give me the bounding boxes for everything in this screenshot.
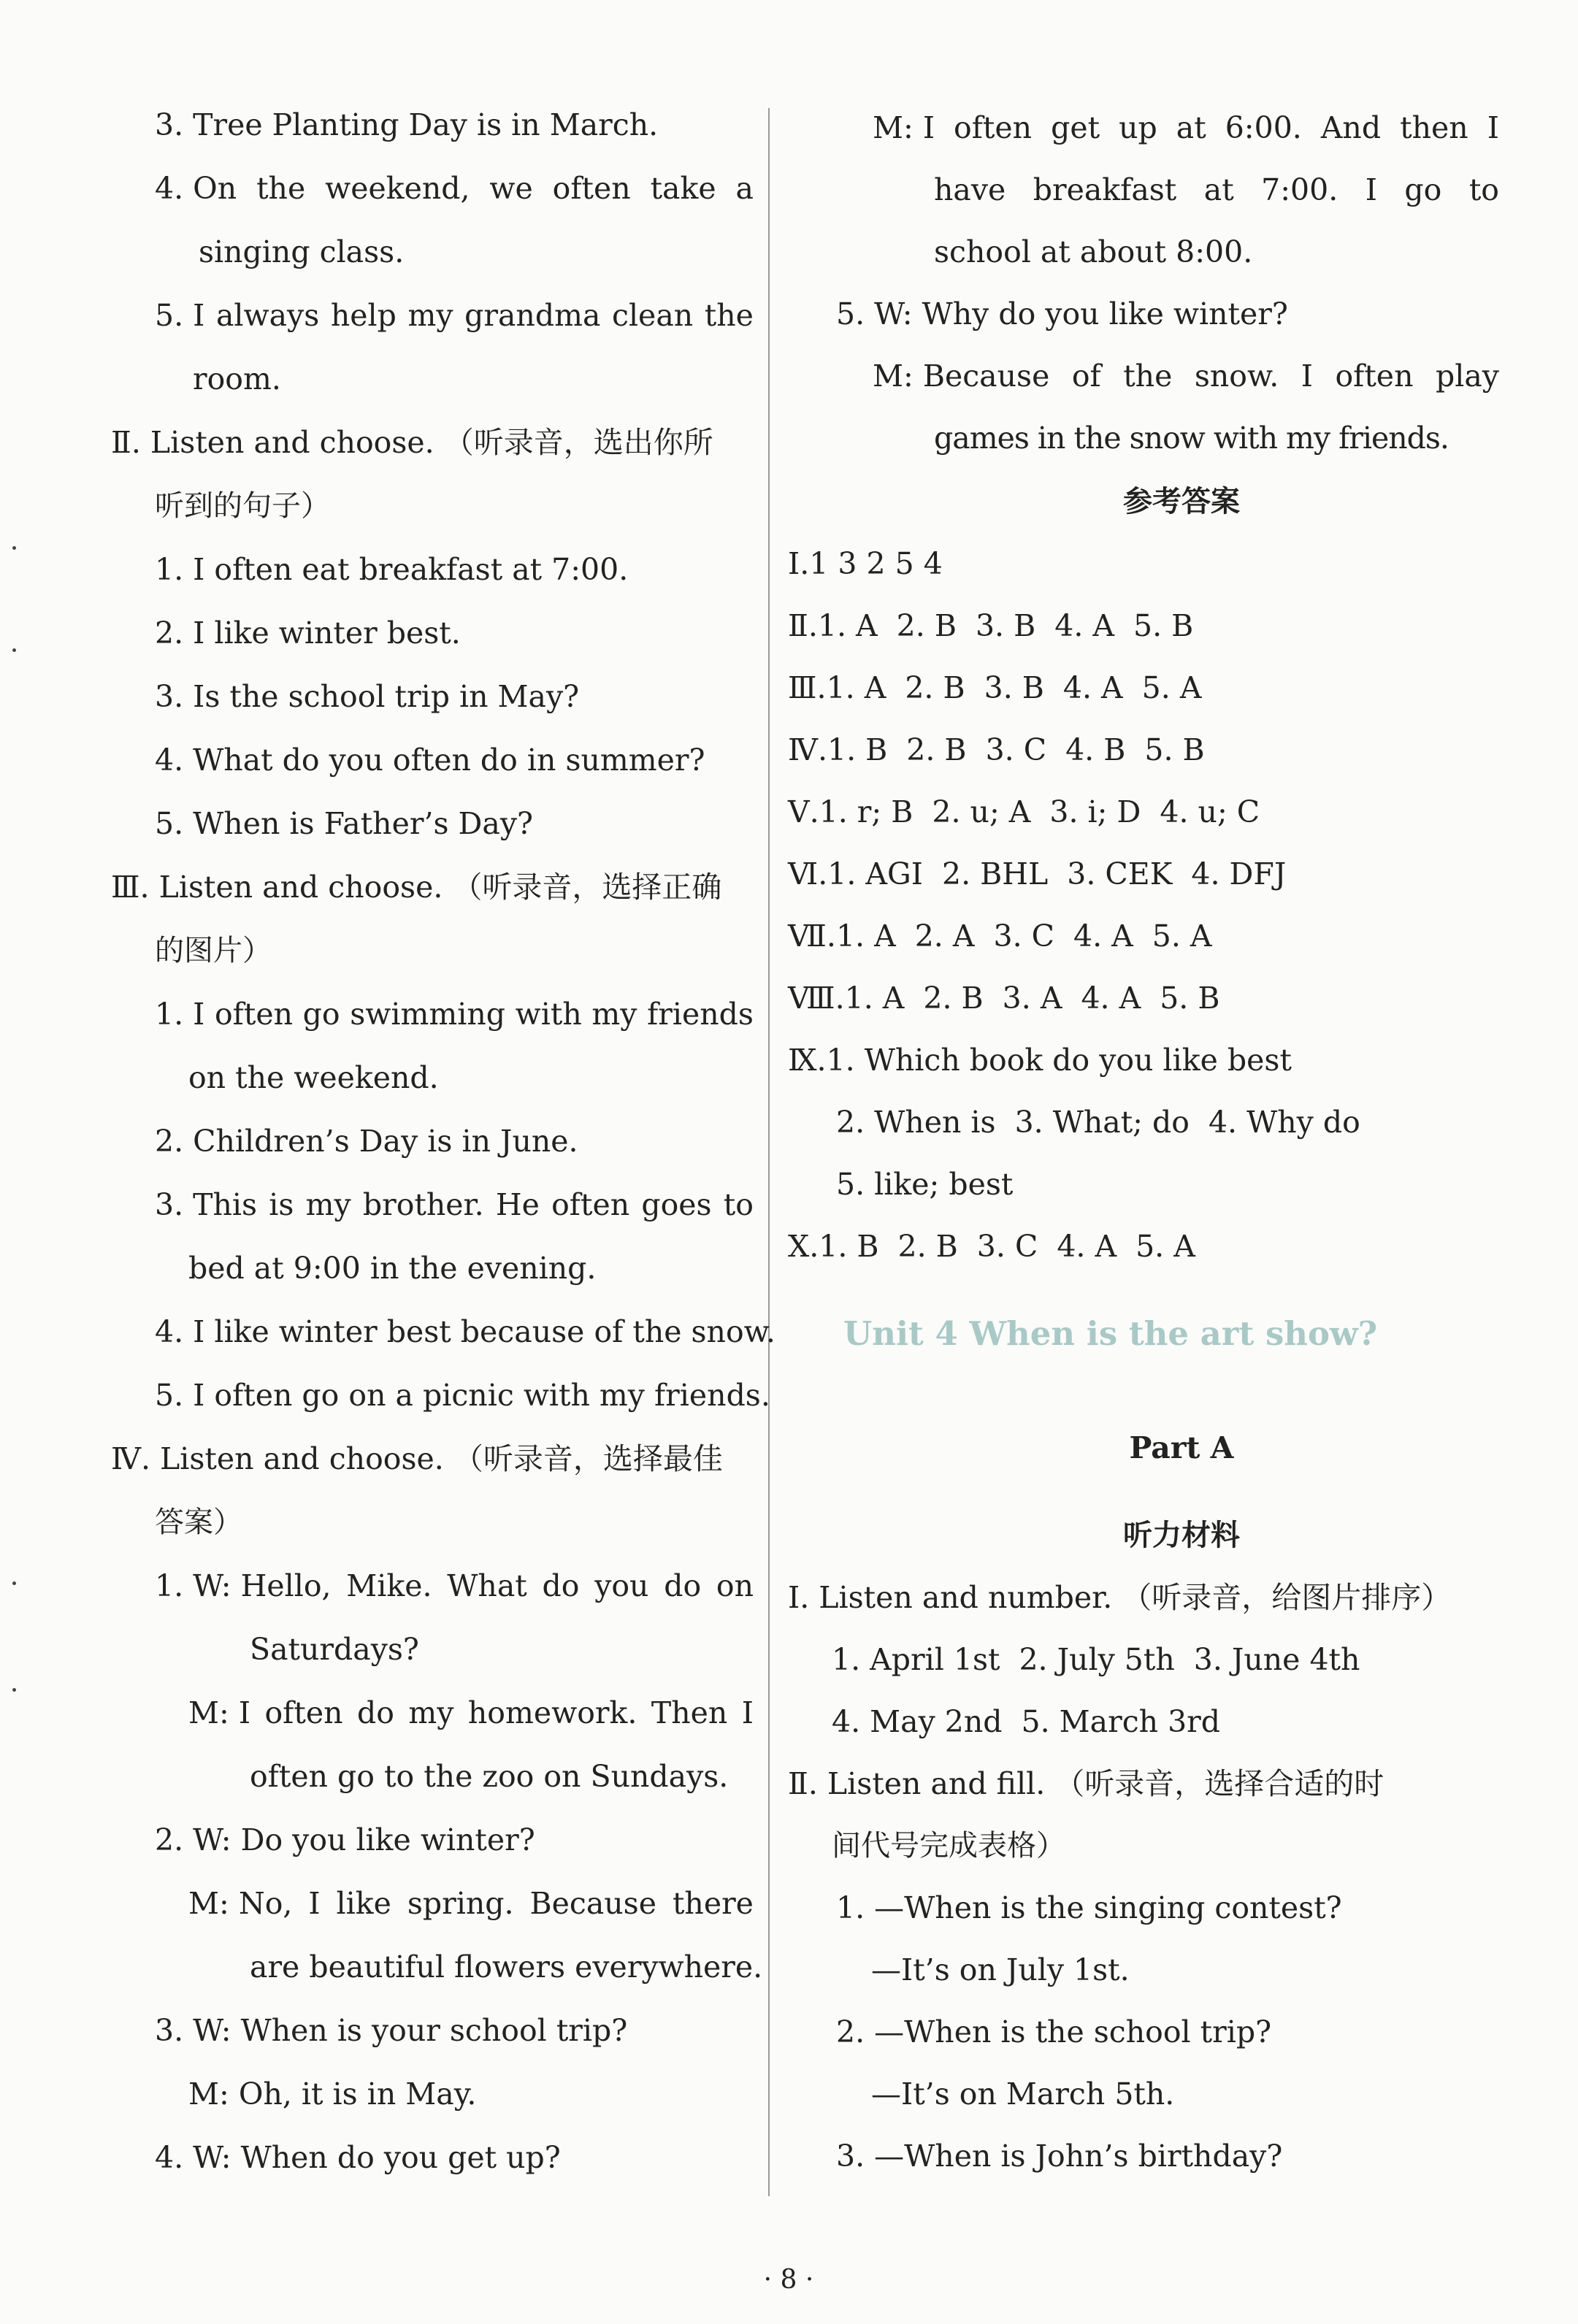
word: help xyxy=(330,298,397,333)
answer-item: 2. A xyxy=(914,919,975,954)
answer-item: 4. A xyxy=(1081,981,1141,1016)
answer-row-label: Ⅵ. xyxy=(788,856,828,891)
section-heading-ii-right-cont: 间代号完成表格） xyxy=(832,1829,1065,1863)
text-line: school at about 8:00. xyxy=(934,234,1253,269)
answer-row xyxy=(788,1228,1214,1265)
word: And xyxy=(1320,110,1382,145)
word: spring. xyxy=(407,1886,514,1921)
word: I xyxy=(308,1886,321,1921)
list-item: 2. July 5th xyxy=(1019,1642,1175,1677)
text-line: room. xyxy=(193,361,281,396)
word: a xyxy=(735,171,754,206)
dialog-line: —It’s on July 1st. xyxy=(871,1952,1130,1987)
answer-item: 3. B xyxy=(975,608,1036,643)
word: is xyxy=(269,1187,294,1222)
word: then xyxy=(1400,110,1468,145)
word: you xyxy=(594,1568,649,1603)
dialog-line: 3. —When is John’s birthday? xyxy=(836,2139,1283,2174)
text-line: games in the snow with my friends. xyxy=(934,421,1449,456)
answer-item: 4. A xyxy=(1062,670,1123,705)
word: brother. xyxy=(362,1187,484,1222)
answer-key-title: 参考答案 xyxy=(1123,485,1240,518)
list-item: 5. March 3rd xyxy=(1021,1704,1221,1739)
answer-item: 3. i; D xyxy=(1049,794,1141,829)
word: have xyxy=(934,172,1006,207)
answer-item: 5. A xyxy=(1152,919,1212,954)
word: 4. On xyxy=(155,171,237,206)
section-heading-ii-cont: 听到的句子） xyxy=(155,489,330,523)
word: of xyxy=(1071,358,1101,394)
list-item: 1. I often eat breakfast at 7:00. xyxy=(155,552,629,587)
word: grandma xyxy=(464,298,601,333)
margin-mark xyxy=(12,1688,16,1692)
text-line-justified xyxy=(155,1186,754,1223)
text-line-justified xyxy=(155,1568,754,1604)
answer-row-label: Ⅶ. xyxy=(788,919,836,954)
word: there xyxy=(672,1886,754,1921)
listening-material-title: 听力材料 xyxy=(1123,1519,1240,1552)
word: M: I xyxy=(188,1695,251,1730)
word: go xyxy=(302,997,340,1032)
word: my xyxy=(305,1187,351,1222)
section-heading-ii-right: Ⅱ. Listen and fill. （听录音，选择合适的时 xyxy=(788,1766,1384,1801)
word: M: I xyxy=(873,110,935,145)
word: I xyxy=(1365,172,1377,207)
margin-mark xyxy=(12,1581,16,1585)
answer-row xyxy=(836,1104,1379,1140)
word: breakfast xyxy=(1033,172,1177,207)
word: goes xyxy=(641,1187,712,1222)
word: homework. xyxy=(467,1695,637,1730)
word: M: No, xyxy=(188,1886,293,1921)
answer-item: 4. A xyxy=(1054,608,1114,643)
word: What xyxy=(447,1568,527,1603)
answer-row xyxy=(788,794,1279,830)
word: take xyxy=(650,171,716,206)
word: the xyxy=(1123,358,1173,394)
dates-row-2 xyxy=(832,1703,1239,1740)
text-line: M: Oh, it is in May. xyxy=(188,2076,477,2112)
text-line: 4. W: When do you get up? xyxy=(155,2140,561,2175)
answer-row xyxy=(788,856,1305,892)
answer-item: 1. B xyxy=(819,1229,879,1264)
section-heading-i: Ⅰ. Listen and number. （听录音，给图片排序） xyxy=(788,1580,1452,1615)
answer-row xyxy=(788,670,1220,706)
text-line-justified xyxy=(188,1885,754,1922)
answer-row xyxy=(788,607,1212,644)
text-line-justified xyxy=(934,172,1499,208)
answer-item: 5. B xyxy=(1160,981,1220,1016)
list-item: 3. Is the school trip in May? xyxy=(155,679,580,714)
answer-item: 5. A xyxy=(1141,670,1202,705)
answer-item: 4. A xyxy=(1073,919,1133,954)
text-line: bed at 9:00 in the evening. xyxy=(188,1251,597,1286)
section-heading-ii: Ⅱ. Listen and choose. （听录音，选出你所 xyxy=(111,425,713,460)
text-line: are beautiful flowers everywhere. xyxy=(250,1949,763,1984)
word: my xyxy=(408,1695,454,1730)
word: often xyxy=(1335,358,1414,394)
text-line: Saturdays? xyxy=(250,1632,419,1667)
list-item: 5. When is Father’s Day? xyxy=(155,806,534,841)
text-line: 4. I like winter best because of the snow. xyxy=(155,1314,775,1349)
answer-item: 3. B xyxy=(984,670,1044,705)
answer-item: 3. C xyxy=(976,1229,1038,1264)
part-title: Part A xyxy=(1129,1430,1234,1465)
answer-item: 2. B xyxy=(905,670,965,705)
dialog-line: 1. —When is the singing contest? xyxy=(836,1890,1342,1925)
answer-item: 2. BHL xyxy=(942,856,1049,891)
text-line: 5. W: Why do you like winter? xyxy=(836,296,1288,331)
word: up xyxy=(1119,110,1157,145)
answer-row xyxy=(788,980,1238,1016)
section-heading-iv-cont: 答案） xyxy=(155,1506,242,1539)
word: we xyxy=(489,171,533,206)
answer-item: 2. B xyxy=(906,732,967,767)
word: go xyxy=(1404,172,1442,207)
text-line-justified xyxy=(873,110,1499,146)
section-heading-iv: Ⅳ. Listen and choose. （听录音，选择最佳 xyxy=(111,1441,723,1476)
answer-item: 4. DFJ xyxy=(1191,856,1287,891)
word: do xyxy=(356,1695,394,1730)
word: often xyxy=(954,110,1033,145)
text-line: 2. W: Do you like winter? xyxy=(155,1822,535,1857)
answer-row-label: Ⅷ. xyxy=(788,981,845,1016)
word: with xyxy=(515,997,582,1032)
word: 1. W: Hello, xyxy=(155,1568,332,1603)
word: I xyxy=(741,1695,754,1730)
word: Because xyxy=(529,1886,656,1921)
answer-item: 1 3 2 5 4 xyxy=(809,546,943,581)
word: 5. I xyxy=(155,298,205,333)
unit-title: Unit 4 When is the art show? xyxy=(843,1314,1378,1353)
word: at xyxy=(1203,172,1234,207)
answer-item: 4. Why do xyxy=(1208,1105,1360,1140)
word: often xyxy=(215,997,294,1032)
word: the xyxy=(256,171,306,206)
word: the xyxy=(704,298,754,333)
list-item: 4. May 2nd xyxy=(832,1704,1003,1739)
answer-item: 2. B xyxy=(896,608,957,643)
text-line: 2. Children’s Day is in June. xyxy=(155,1124,578,1159)
word: Mike. xyxy=(346,1568,432,1603)
word: do xyxy=(664,1568,702,1603)
word: often xyxy=(264,1695,343,1730)
text-line-justified xyxy=(155,170,754,207)
list-item: 3. June 4th xyxy=(1193,1642,1360,1677)
word: snow. xyxy=(1194,358,1279,394)
word: 1. I xyxy=(155,997,205,1032)
answer-item: 3. CEK xyxy=(1067,856,1173,891)
answer-item: 5. B xyxy=(1133,608,1194,643)
word: He xyxy=(495,1187,540,1222)
column-divider xyxy=(768,108,770,2196)
word: my xyxy=(407,298,453,333)
answer-row-label: Ⅴ. xyxy=(788,794,819,829)
section-heading-iii: Ⅲ. Listen and choose. （听录音，选择正确 xyxy=(111,870,722,905)
answer-item: 3. What; do xyxy=(1014,1105,1190,1140)
answer-item: 1. r; B xyxy=(819,794,914,829)
word: clean xyxy=(611,298,694,333)
word: do xyxy=(542,1568,580,1603)
answer-item: 2. B xyxy=(897,1229,958,1264)
text-line-justified xyxy=(155,996,754,1032)
word: friends xyxy=(647,997,754,1032)
answer-item: 1. B xyxy=(827,732,888,767)
answer-item: 2. B xyxy=(923,981,984,1016)
answer-row xyxy=(788,1042,1311,1078)
word: I xyxy=(1301,358,1313,394)
answer-row xyxy=(788,918,1231,954)
word: to xyxy=(1468,172,1499,207)
text-line: 5. I often go on a picnic with my friends. xyxy=(155,1378,770,1413)
word: 6:00. xyxy=(1225,110,1302,145)
word: 7:00. xyxy=(1261,172,1338,207)
answer-row-label: Ⅸ. xyxy=(788,1043,827,1078)
list-item: 2. I like winter best. xyxy=(155,615,461,651)
text-line: singing class. xyxy=(199,234,405,269)
word: at xyxy=(1176,110,1206,145)
answer-item: 5. A xyxy=(1135,1229,1195,1264)
dialog-line: 2. —When is the school trip? xyxy=(836,2014,1272,2049)
answer-row xyxy=(788,545,962,582)
word: swimming xyxy=(350,997,506,1032)
word: I xyxy=(1487,110,1499,145)
answer-item: 3. C xyxy=(985,732,1047,767)
answer-item: 4. A xyxy=(1057,1229,1117,1264)
text-line: on the weekend. xyxy=(188,1060,439,1095)
text-line: 3. Tree Planting Day is in March. xyxy=(155,107,659,142)
answer-item: 4. B xyxy=(1065,732,1126,767)
word: M: Because xyxy=(873,358,1050,394)
list-item: 4. What do you often do in summer? xyxy=(155,743,705,778)
answer-item: 5. like; best xyxy=(836,1167,1014,1202)
list-item: 1. April 1st xyxy=(832,1642,1000,1677)
text-line: often go to the zoo on Sundays. xyxy=(250,1759,729,1794)
word: like xyxy=(336,1886,391,1921)
word: my xyxy=(591,997,637,1032)
word: always xyxy=(215,298,320,333)
text-line-justified xyxy=(188,1695,754,1731)
answer-item: 3. A xyxy=(1002,981,1062,1016)
word: often xyxy=(552,171,631,206)
answer-row-label: Ⅱ. xyxy=(788,608,818,643)
answer-item: 1. AGI xyxy=(827,856,923,891)
text-line: 3. W: When is your school trip? xyxy=(155,2013,628,2048)
word: on xyxy=(716,1568,754,1603)
word: get xyxy=(1051,110,1100,145)
answer-item: 3. C xyxy=(993,919,1055,954)
word: often xyxy=(551,1187,630,1222)
text-line-justified xyxy=(873,358,1499,394)
answer-row-label: Ⅳ. xyxy=(788,732,827,767)
word: 3. This xyxy=(155,1187,258,1222)
word: to xyxy=(723,1187,754,1222)
answer-row-label: Ⅹ. xyxy=(788,1229,819,1264)
answer-item: 2. When is xyxy=(836,1105,996,1140)
answer-item: 1. Which book do you like best xyxy=(826,1043,1292,1078)
word: Then xyxy=(651,1695,728,1730)
word: weekend, xyxy=(325,171,470,206)
text-line-justified xyxy=(155,297,754,334)
answer-item: 5. B xyxy=(1144,732,1205,767)
margin-mark xyxy=(12,648,16,652)
answer-row xyxy=(788,732,1224,768)
answer-item: 1. A xyxy=(835,919,896,954)
dates-row-1 xyxy=(832,1641,1379,1678)
section-heading-iii-cont: 的图片） xyxy=(155,934,272,967)
margin-mark xyxy=(12,546,16,550)
answer-row-label: Ⅲ. xyxy=(788,670,827,705)
answer-row-label: Ⅰ. xyxy=(788,546,810,581)
answer-item: 1. A xyxy=(826,670,886,705)
answer-item: 2. u; A xyxy=(932,794,1031,829)
answer-item: 4. u; C xyxy=(1160,794,1260,829)
answer-item: 1. A xyxy=(844,981,905,1016)
answer-row xyxy=(836,1166,1032,1203)
dialog-line: —It’s on March 5th. xyxy=(871,2076,1175,2112)
page-number: · 8 · xyxy=(763,2265,814,2295)
word: play xyxy=(1435,358,1499,394)
answer-item: 1. A xyxy=(817,608,878,643)
